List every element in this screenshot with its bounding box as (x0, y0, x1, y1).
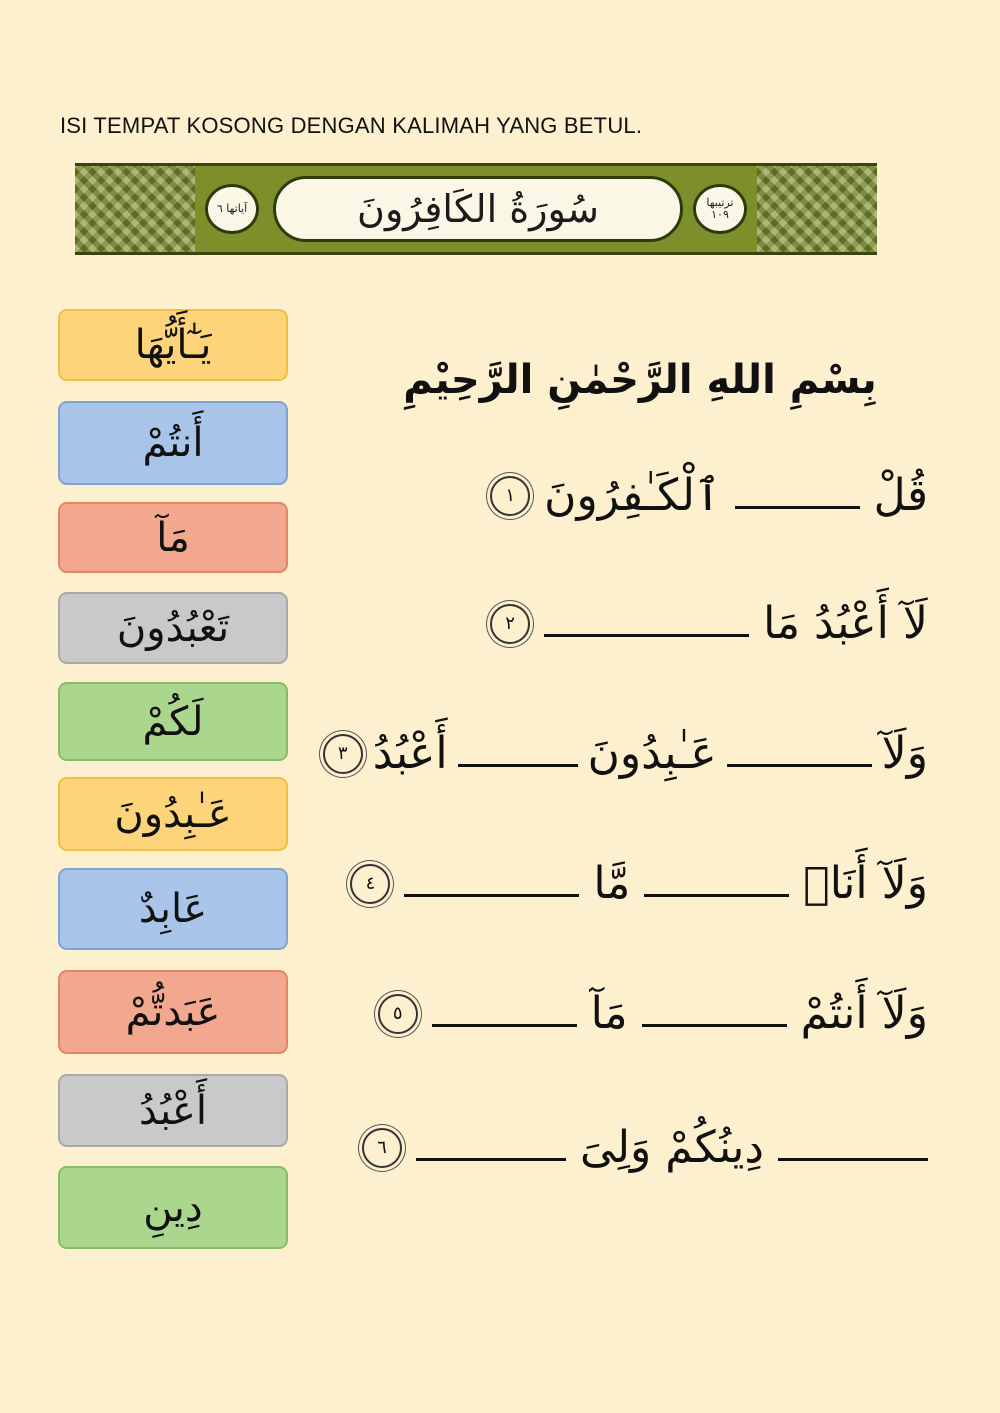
word-card-4[interactable]: تَعْبُدُونَ (58, 592, 288, 664)
instruction-text: ISI TEMPAT KOSONG DENGAN KALIMAH YANG BETUL. (60, 113, 643, 138)
blank-slot[interactable] (727, 763, 872, 767)
verse-word: وَلَآ (881, 988, 928, 1039)
verse-word: وَلِىَ (579, 1122, 652, 1173)
ayah-number-marker: ٥ (378, 994, 418, 1034)
blank-slot[interactable] (544, 633, 749, 637)
verse-4 (350, 858, 928, 909)
blank-slot[interactable] (644, 893, 789, 897)
verse-word: عَـٰبِدُونَ (587, 728, 717, 779)
verse-1 (490, 470, 928, 521)
verse-word: مَا (763, 598, 801, 649)
verse-2 (490, 598, 928, 649)
word-card-1[interactable]: يَـٰٓأَيُّهَا (58, 309, 288, 381)
word-card-5[interactable]: لَكُمْ (58, 682, 288, 761)
verse-5 (378, 988, 928, 1039)
verse-word: وَلَآ (881, 858, 928, 909)
word-card-7[interactable]: عَابِدٌ (58, 868, 288, 950)
word-card-10[interactable]: دِينِ (58, 1166, 288, 1249)
verse-3 (323, 728, 928, 779)
verse-word: دِينُكُمْ (665, 1122, 764, 1173)
ornament-pattern-right (757, 166, 877, 252)
word-card-6[interactable]: عَـٰبِدُونَ (58, 777, 288, 851)
ayah-number-marker: ٢ (490, 604, 530, 644)
blank-slot[interactable] (404, 893, 579, 897)
verse-word: ٱلْكَـٰفِرُونَ (544, 470, 721, 521)
blank-slot[interactable] (642, 1023, 787, 1027)
ayah-number-marker: ١ (490, 476, 530, 516)
blank-slot[interactable] (458, 763, 578, 767)
blank-slot[interactable] (778, 1157, 928, 1161)
verse-word: قُلْ (873, 470, 928, 521)
word-card-9[interactable]: أَعْبُدُ (58, 1074, 288, 1147)
verse-6 (362, 1122, 928, 1173)
verse-word: أَنَا۠ (803, 858, 868, 909)
verse-word: أَنتُمْ (800, 988, 868, 1039)
word-card-2[interactable]: أَنتُمْ (58, 401, 288, 485)
verse-word: مَآ (590, 988, 628, 1039)
blank-slot[interactable] (416, 1157, 566, 1161)
word-card-3[interactable]: مَآ (58, 502, 288, 573)
verse-word: مَّا (593, 858, 631, 909)
blank-slot[interactable] (432, 1023, 577, 1027)
ayah-number-marker: ٤ (350, 864, 390, 904)
ayah-count-medallion: آياتها ٦ (205, 184, 259, 234)
word-card-8[interactable]: عَبَدتُّمْ (58, 970, 288, 1054)
verse-word: وَلَآ (881, 728, 928, 779)
surah-title-banner (75, 163, 877, 255)
verse-word: أَعْبُدُ (372, 728, 448, 779)
ayah-number-marker: ٣ (323, 734, 363, 774)
blank-slot[interactable] (735, 505, 860, 509)
surah-title: سُورَةُ الكَافِرُونَ (273, 176, 683, 242)
verse-word: أَعْبُدُ (814, 598, 889, 649)
surah-order-medallion: ترتيبها ١٠٩ (693, 184, 747, 234)
ayah-number-marker: ٦ (362, 1128, 402, 1168)
verse-word: لَآ (902, 598, 928, 649)
ornament-pattern-left (75, 166, 195, 252)
bismillah: بِسْمِ اللهِ الرَّحْمٰنِ الرَّحِيْمِ (403, 357, 877, 403)
